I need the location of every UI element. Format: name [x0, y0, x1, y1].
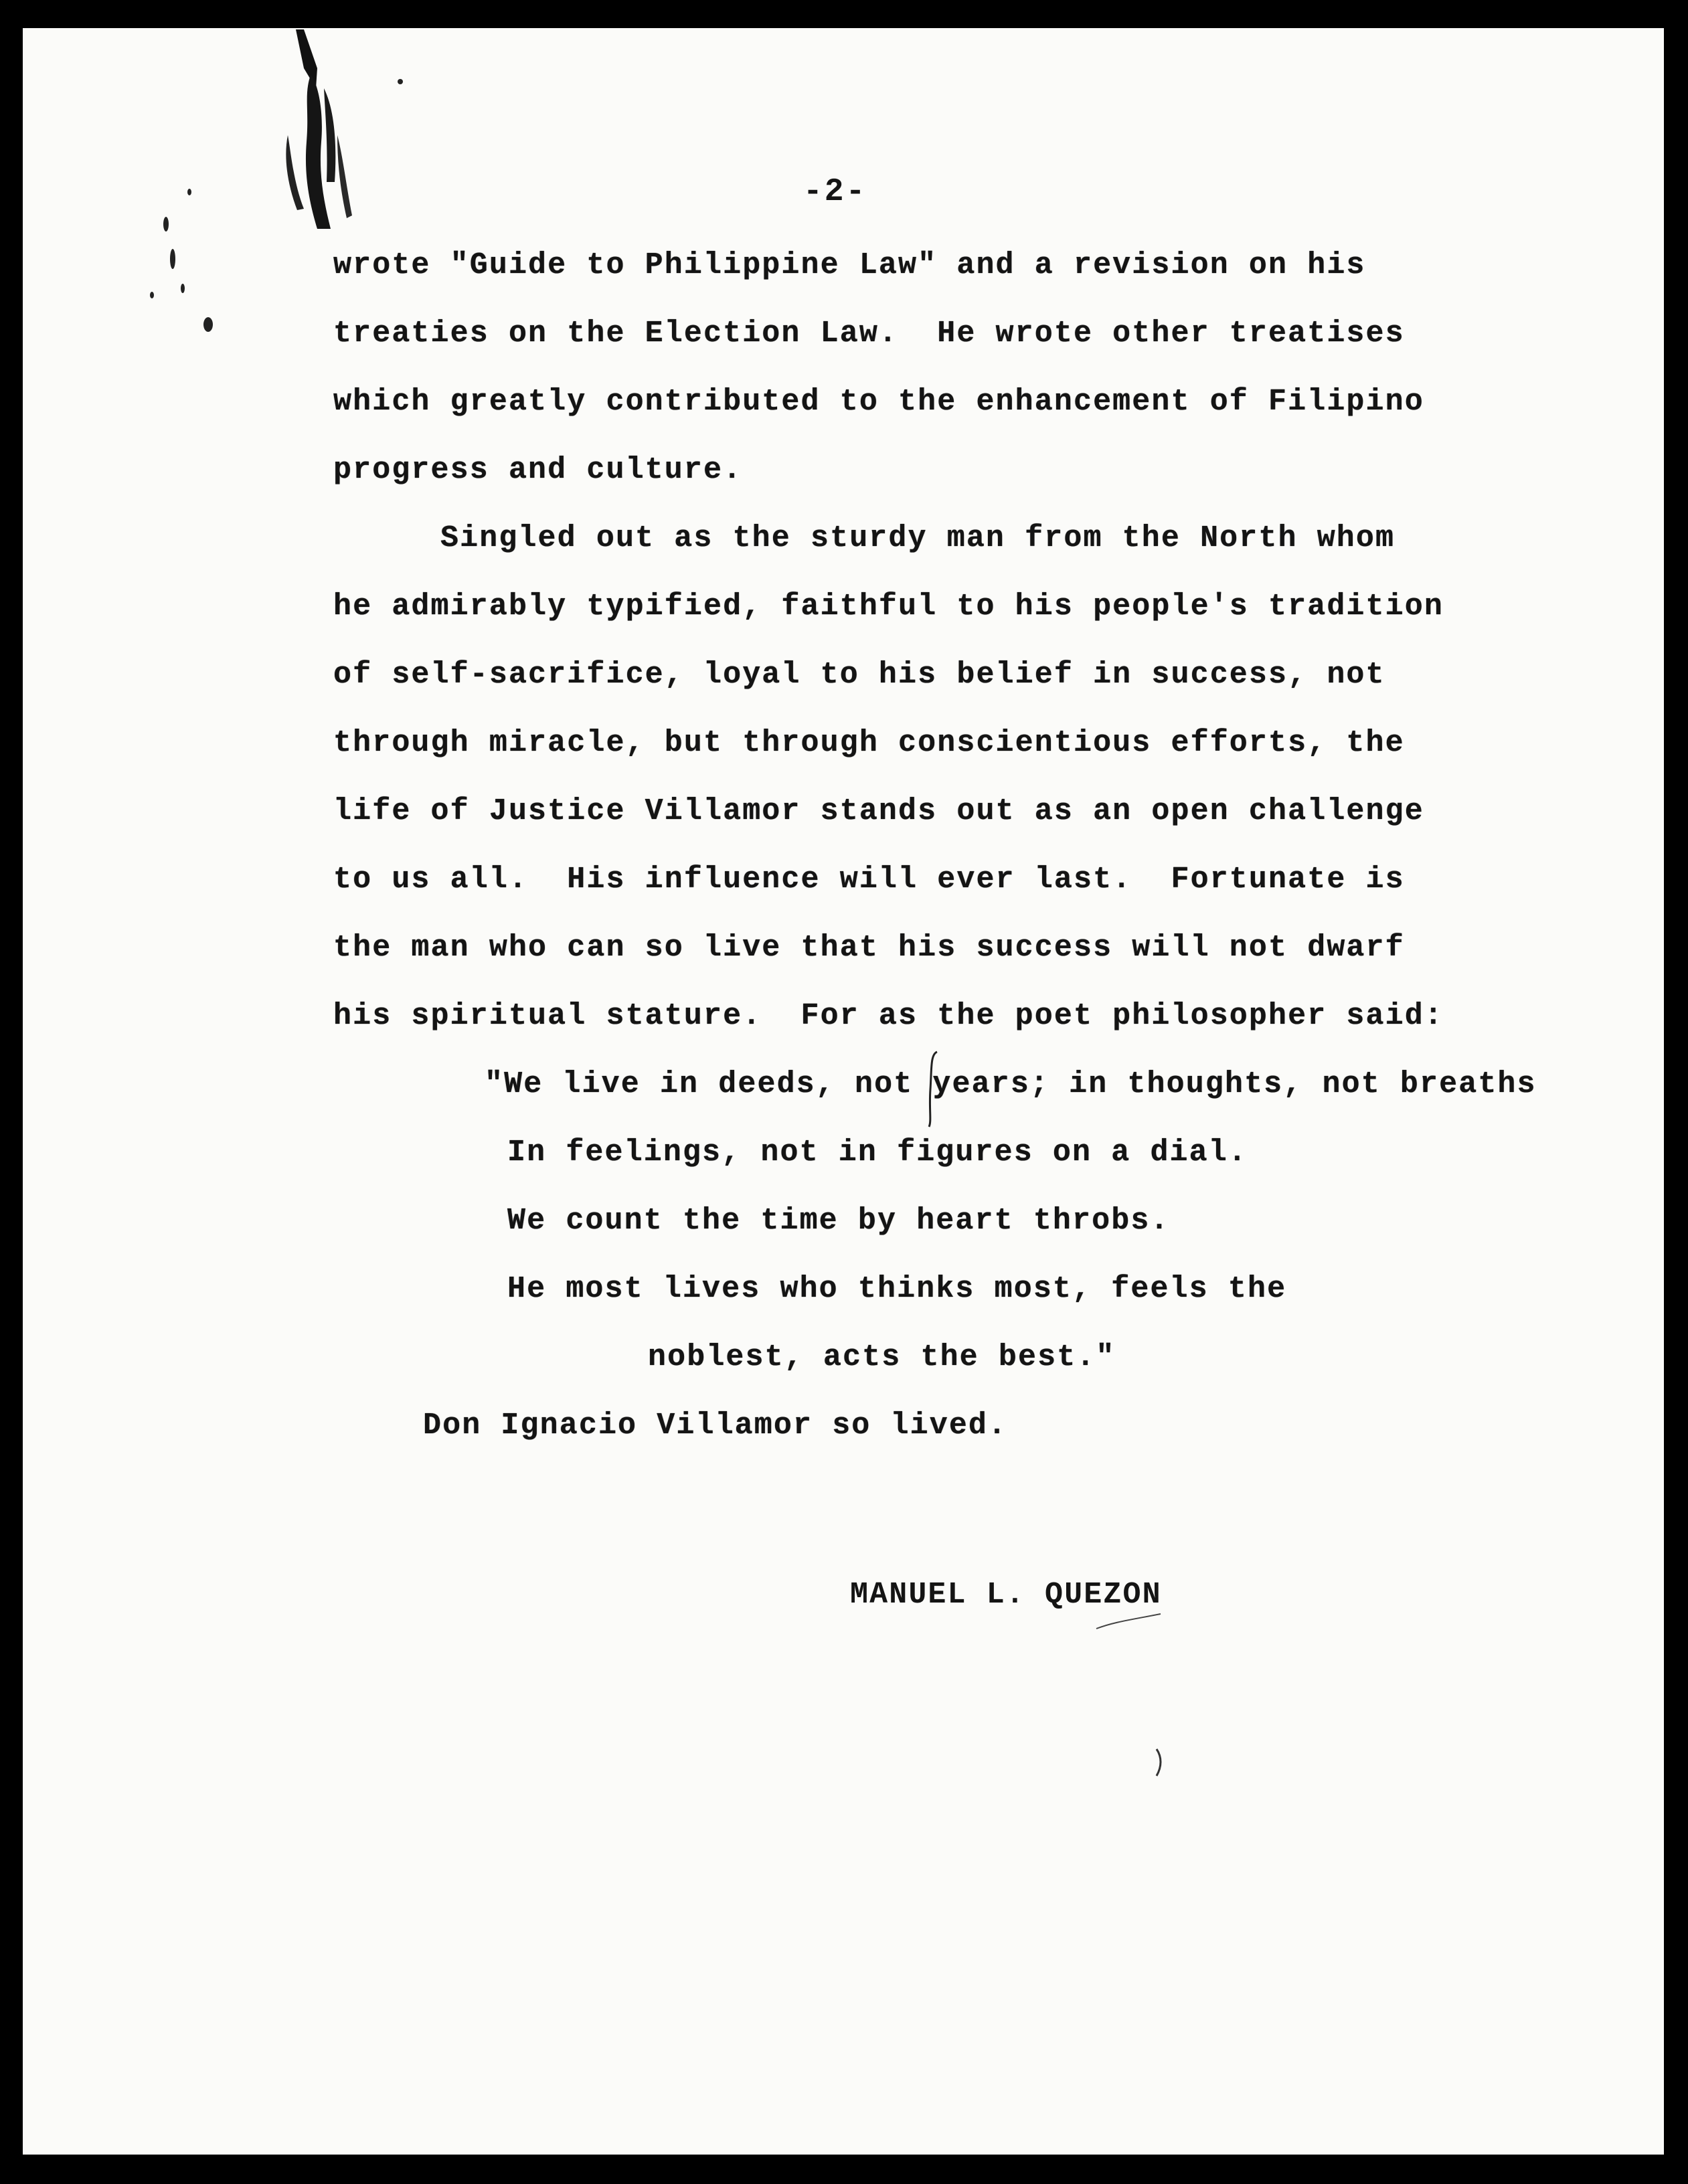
text-line: treaties on the Election Law. He wrote other treatises [333, 316, 1405, 351]
quote-line: In feelings, not in figures on a dial. [507, 1135, 1248, 1170]
quote-line: We count the time by heart throbs. [507, 1204, 1170, 1238]
margin-speck [398, 79, 403, 84]
text-line: to us all. His influence will ever last. Fortunate is [333, 862, 1405, 897]
text-line: Singled out as the sturdy man from the North whom [440, 521, 1396, 555]
text-line: his spiritual stature. For as the poet philosopher said: [333, 999, 1444, 1033]
margin-speck [163, 217, 169, 232]
signature-flourish [1094, 1609, 1174, 1635]
signature-name: MANUEL L. QUEZON [850, 1578, 1162, 1612]
text-line: he admirably typified, faithful to his people's tradition [333, 589, 1444, 624]
stray-mark [1154, 1746, 1167, 1780]
margin-speck [181, 284, 185, 293]
text-line: the man who can so live that his success will not dwarf [333, 931, 1405, 965]
text-line: life of Justice Villamor stands out as an open challenge [333, 794, 1424, 828]
text-line: which greatly contributed to the enhancement of Filipino [333, 385, 1424, 419]
margin-speck [187, 189, 191, 195]
page-number: -2- [803, 174, 867, 210]
closing-line: Don Ignacio Villamor so lived. [423, 1408, 1008, 1443]
text-line: progress and culture. [333, 453, 743, 487]
margin-speck [203, 317, 213, 332]
text-line: wrote "Guide to Philippine Law" and a revision on his [333, 248, 1366, 282]
text-line: through miracle, but through conscientious efforts, the [333, 726, 1405, 760]
quote-line: "We live in deeds, not years; in thoughts, not breaths [485, 1067, 1537, 1101]
quote-line: He most lives who thinks most, feels the [507, 1272, 1287, 1306]
insertion-mark [922, 1049, 942, 1129]
margin-speck [150, 292, 154, 298]
document-page [23, 28, 1664, 2155]
margin-speck [170, 249, 175, 269]
quote-line: noblest, acts the best." [648, 1340, 1116, 1374]
ink-smudge-mark [277, 28, 398, 242]
text-line: of self-sacrifice, loyal to his belief in success, not [333, 658, 1385, 692]
